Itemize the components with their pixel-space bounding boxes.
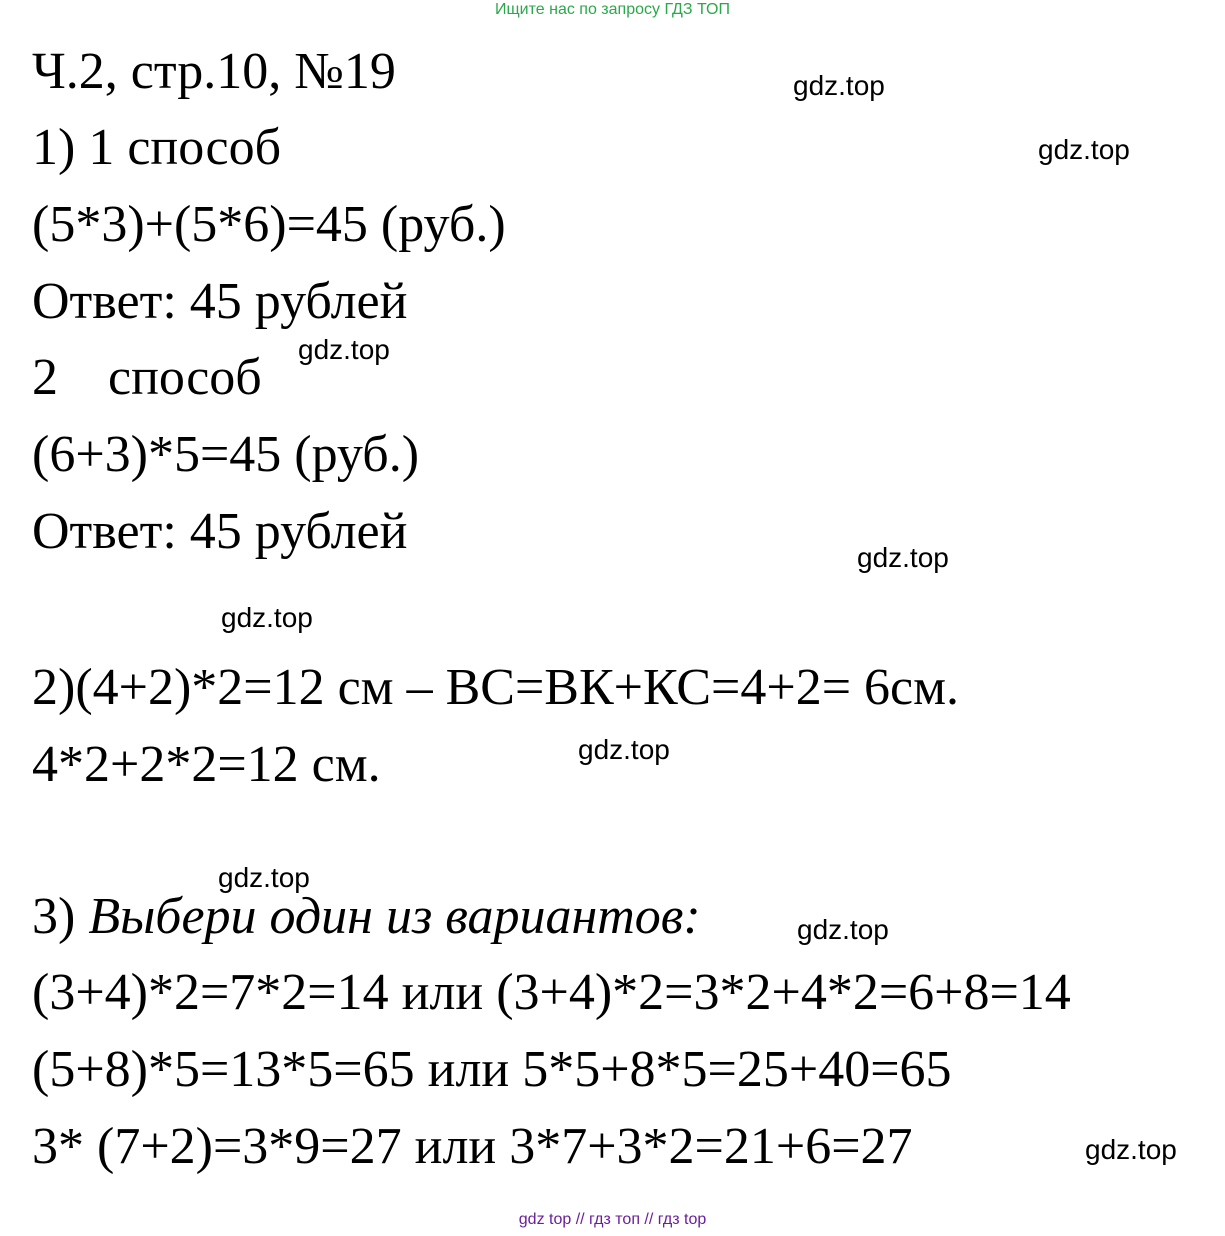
search-banner: Ищите нас по запросу ГДЗ ТОП (495, 1, 730, 18)
task2-line1: 2)(4+2)*2=12 см – ВС=ВК+КС=4+2= 6см. (32, 659, 960, 716)
task1-method1-heading: 1) 1 способ (32, 119, 282, 176)
watermark: gdz.top (298, 334, 390, 365)
task1-method2-expression: (6+3)*5=45 (руб.) (32, 426, 420, 483)
footer-links: gdz top // гдз топ // гдз top (518, 1211, 707, 1228)
task1-method1-expression: (5*3)+(5*6)=45 (руб.) (32, 196, 506, 253)
task2-line2: 4*2+2*2=12 см. (32, 736, 381, 793)
watermark: gdz.top (218, 862, 310, 893)
watermark: gdz.top (1038, 134, 1130, 165)
page-title: Ч.2, стр.10, №19 (32, 43, 396, 100)
watermark: gdz.top (797, 914, 889, 945)
task3-heading (32, 888, 701, 945)
watermark: gdz.top (221, 602, 313, 633)
task1-method2-answer: Ответ: 45 рублей (32, 503, 408, 560)
task3-line2: (5+8)*5=13*5=65 или 5*5+8*5=25+40=65 (32, 1041, 952, 1098)
task1-method2-heading (32, 349, 262, 406)
watermark: gdz.top (1085, 1134, 1177, 1165)
task3-line1: (3+4)*2=7*2=14 или (3+4)*2=3*2+4*2=6+8=14 (32, 964, 1071, 1021)
task1-method2-number: 2 (32, 349, 58, 406)
task1-method1-answer: Ответ: 45 рублей (32, 273, 408, 330)
task3-number: 3) (32, 888, 89, 945)
watermark: gdz.top (857, 542, 949, 573)
watermark: gdz.top (793, 70, 885, 101)
task3-instruction: Выбери один из вариантов: (88, 888, 701, 945)
task1-method2-word: способ (108, 349, 262, 406)
task3-line3: 3* (7+2)=3*9=27 или 3*7+3*2=21+6=27 (32, 1118, 913, 1175)
watermark: gdz.top (578, 734, 670, 765)
